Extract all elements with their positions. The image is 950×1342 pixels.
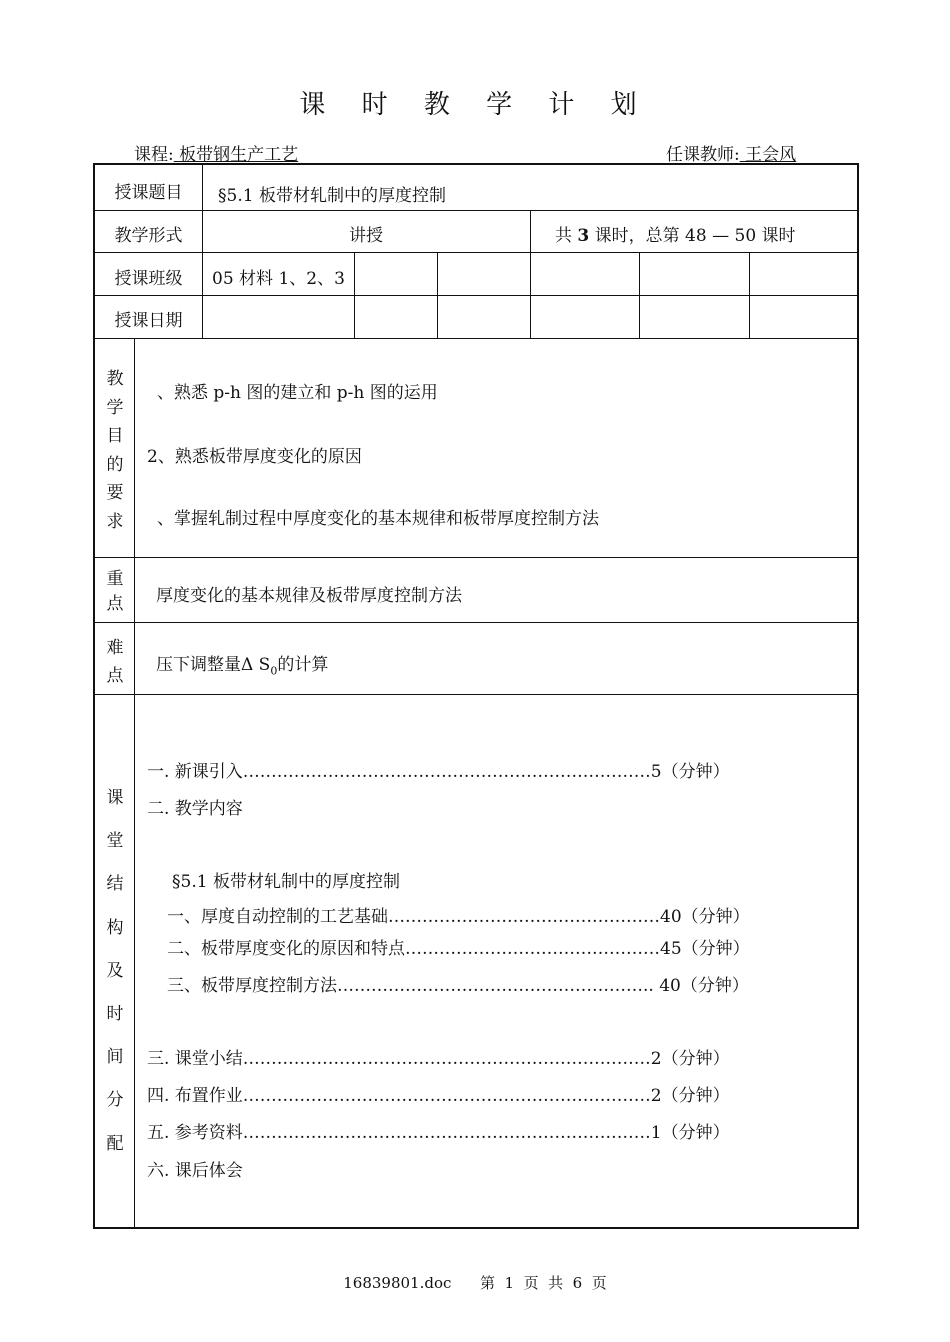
topic-value: §5.1 板带材轧制中的厚度控制 <box>218 186 446 206</box>
difficulty-label <box>95 634 135 690</box>
class-value: 05 材料 1、2、3 <box>212 269 345 289</box>
col-divider <box>437 252 438 338</box>
row-divider <box>95 557 857 558</box>
hours-text <box>555 221 796 246</box>
structure-line: 四. 布置作业………………………………………………………………2（分钟） <box>147 1086 730 1106</box>
label-char: 的 <box>106 454 124 475</box>
label-char: 堂 <box>106 831 124 852</box>
structure-line: 三、板带厚度控制方法……………………………………………….. 40（分钟） <box>167 976 749 996</box>
key-point-label <box>95 567 135 617</box>
difficulty-sub: 0 <box>270 664 278 678</box>
difficulty-post: 的计算 <box>277 655 329 675</box>
label-char: 构 <box>106 917 124 938</box>
row-divider <box>95 622 857 623</box>
course-value: 板带钢生产工艺 <box>173 145 299 165</box>
topic-label: 授课题目 <box>114 183 183 203</box>
teacher-value: 王会风 <box>739 145 797 165</box>
col-divider <box>202 165 203 338</box>
course-label: 课程: <box>134 145 174 165</box>
row-divider <box>95 694 857 695</box>
form-label: 教学形式 <box>114 226 183 246</box>
label-char: 点 <box>106 666 124 686</box>
structure-line: 一、厚度自动控制的工艺基础…………………………………………40（分钟） <box>167 907 750 927</box>
label-char: 教 <box>106 369 124 389</box>
objectives-label <box>95 365 135 536</box>
label-char: 配 <box>106 1133 124 1154</box>
label-char: 难 <box>106 638 124 658</box>
label-char: 目 <box>106 426 124 446</box>
label-char: 求 <box>106 511 124 532</box>
class-label: 授课班级 <box>114 269 183 289</box>
hours-post: 课时，总第 48 — 50 课时 <box>589 226 796 246</box>
objective-item: 、熟悉 p-h 图的建立和 p-h 图的运用 <box>157 383 438 403</box>
structure-line: 六. 课后体会 <box>147 1161 243 1181</box>
col-divider <box>354 252 355 338</box>
page-footer: 16839801.doc 第 1 页 共 6 页 <box>343 1274 607 1292</box>
row-divider <box>95 252 857 253</box>
row-divider <box>95 295 857 296</box>
structure-line: 五. 参考资料………………………………………………………………1（分钟） <box>147 1123 730 1143</box>
structure-line: 二. 教学内容 <box>147 799 243 819</box>
col-divider <box>639 252 640 338</box>
objective-item: 、掌握轧制过程中厚度变化的基本规律和板带厚度控制方法 <box>157 509 599 529</box>
label-char: 分 <box>106 1090 124 1111</box>
structure-line: 二、板带厚度变化的原因和特点………………………………………45（分钟） <box>167 939 750 959</box>
label-char: 点 <box>106 594 124 614</box>
label-char: 重 <box>106 569 124 589</box>
date-label: 授课日期 <box>114 311 183 331</box>
label-char: 结 <box>106 874 124 895</box>
col-divider <box>530 210 531 338</box>
hours-pre: 共 <box>555 226 578 246</box>
structure-line: 三. 课堂小结………………………………………………………………2（分钟） <box>147 1049 730 1069</box>
label-char: 及 <box>106 960 124 981</box>
course-field <box>134 140 298 165</box>
teacher-label: 任课教师: <box>666 145 740 165</box>
key-point-text: 厚度变化的基本规律及板带厚度控制方法 <box>156 586 462 606</box>
structure-label <box>95 777 135 1166</box>
col-divider <box>749 252 750 338</box>
label-char: 学 <box>106 397 124 418</box>
label-char: 间 <box>106 1047 124 1068</box>
label-char: 时 <box>106 1004 124 1025</box>
difficulty-text <box>156 650 328 677</box>
row-divider <box>95 338 857 339</box>
row-divider <box>95 210 857 211</box>
label-char: 课 <box>106 788 124 808</box>
structure-line: §5.1 板带材轧制中的厚度控制 <box>172 872 400 892</box>
page-title: 课 时 教 学 计 划 <box>299 90 651 120</box>
label-char: 要 <box>106 483 124 503</box>
objective-item: 2、熟悉板带厚度变化的原因 <box>147 447 362 467</box>
structure-line: 一. 新课引入………………………………………………………………5（分钟） <box>147 762 730 782</box>
hours-num: 3 <box>577 226 590 246</box>
difficulty-pre: 压下调整量Δ S <box>156 655 271 675</box>
form-value: 讲授 <box>349 226 383 246</box>
teacher-field <box>666 140 796 165</box>
lesson-plan-table <box>93 163 859 1229</box>
